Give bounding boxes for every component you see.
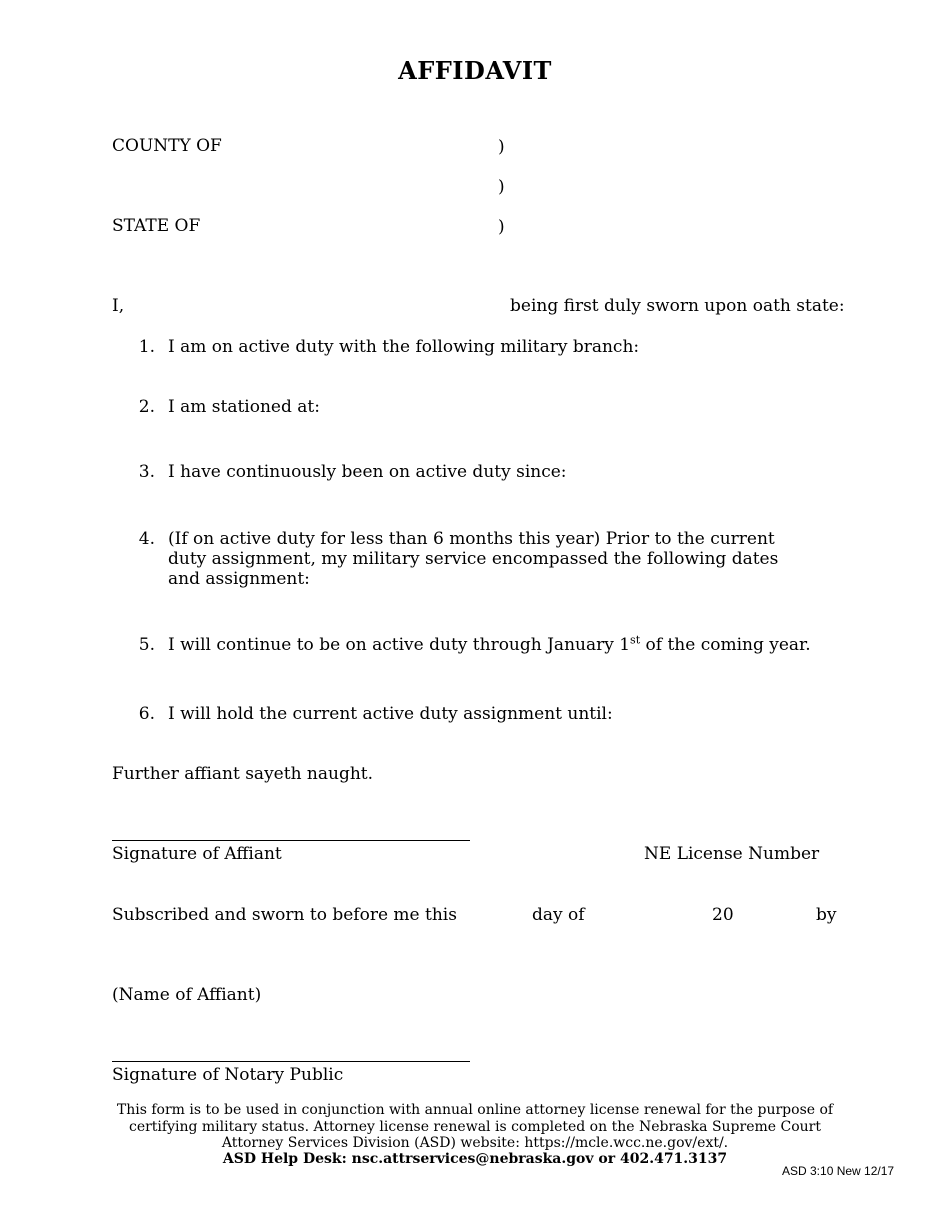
item-number: 5. (138, 635, 155, 655)
item-text-before: I will continue to be on active duty through January 1 (168, 635, 631, 655)
county-label: COUNTY OF (112, 136, 222, 156)
venue-paren: ) (498, 137, 505, 157)
item-text-after: of the coming year. (640, 635, 811, 655)
closing-statement: Further affiant sayeth naught. (112, 764, 374, 784)
item-text (168, 635, 811, 655)
item-text: I am stationed at: (168, 397, 320, 417)
oath-sworn-text: being first duly sworn upon oath state: (510, 296, 845, 316)
affiant-signature-line (112, 840, 470, 841)
oath-pronoun: I, (112, 296, 125, 316)
jurat-by: by (816, 905, 837, 925)
item-number: 3. (138, 462, 155, 482)
ordinal-superscript: st (630, 633, 641, 647)
jurat-day-of: day of (532, 905, 585, 925)
item-text: I have continuously been on active duty since: (168, 462, 567, 482)
item-text: I am on active duty with the following military branch: (168, 337, 640, 357)
signature-notary-label: Signature of Notary Public (112, 1065, 344, 1085)
help-desk-contact: ASD Help Desk: nsc.attrservices@nebraska.gov or 402.471.3137 (222, 1151, 728, 1167)
notary-signature-line (112, 1061, 470, 1062)
jurat-subscribed: Subscribed and sworn to before me this (112, 905, 457, 925)
item-text: I will hold the current active duty assignment until: (168, 704, 613, 724)
state-label: STATE OF (112, 216, 201, 236)
form-id: ASD 3:10 New 12/17 (782, 1164, 895, 1178)
footer-note: This form is to be used in conjunction with annual online attorney license renewal for the purpose of certifying military status. Attorney license renewal is completed on the Nebraska Supreme Court Attorney Services Division (ASD) website: https://mcle.wcc.ne.gov/ext/. (116, 1102, 834, 1151)
item-number: 2. (138, 397, 155, 417)
item-number: 4. (138, 529, 155, 549)
item-text: (If on active duty for less than 6 months this year) Prior to the current duty assignment, my military service encompassed the following dates and assignment: (168, 529, 779, 589)
license-number-label: NE License Number (644, 844, 820, 864)
document-title: AFFIDAVIT (398, 56, 552, 85)
jurat-year-prefix: 20 (712, 905, 734, 925)
name-of-affiant-label: (Name of Affiant) (112, 985, 262, 1005)
signature-affiant-label: Signature of Affiant (112, 844, 282, 864)
venue-paren: ) (498, 177, 505, 197)
item-number: 1. (138, 337, 155, 357)
venue-paren: ) (498, 217, 505, 237)
item-number: 6. (138, 704, 155, 724)
